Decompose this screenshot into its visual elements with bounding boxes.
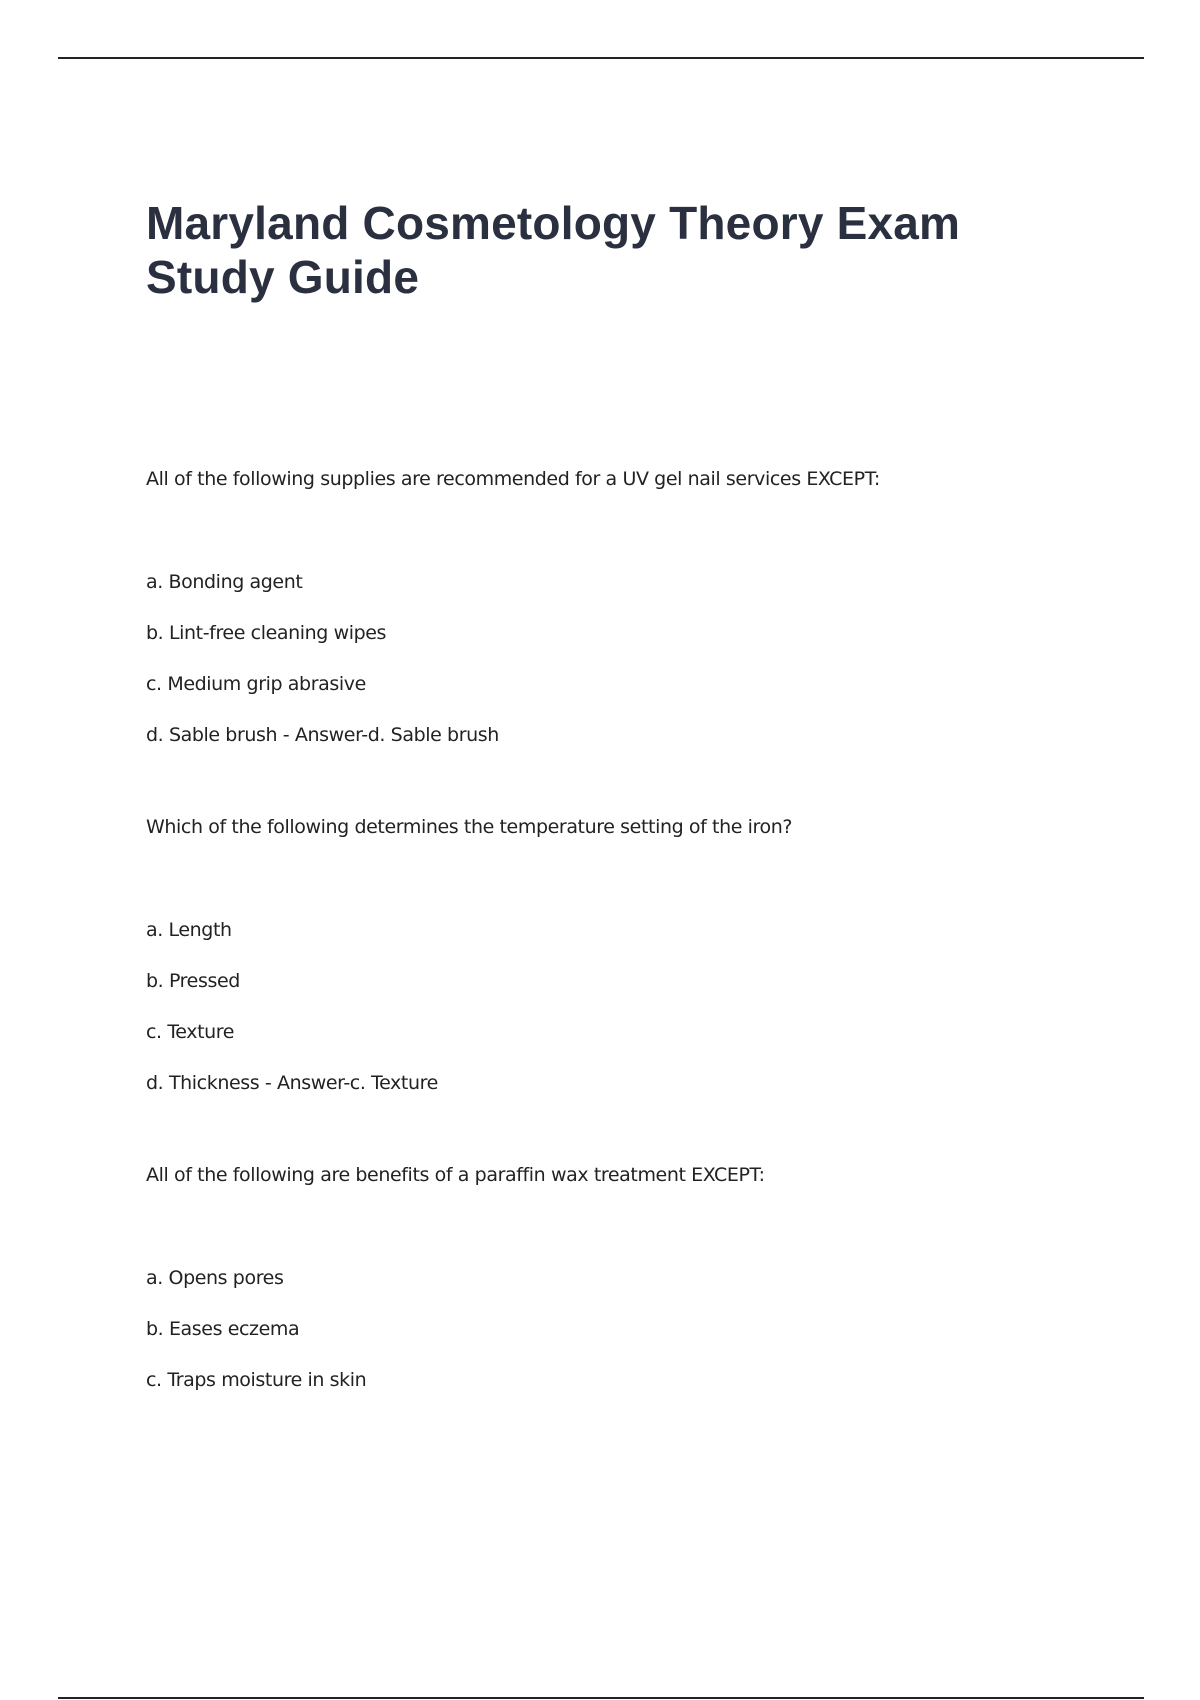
option-item-with-answer: d. Thickness - Answer-c. Texture	[146, 1072, 438, 1094]
option-item: a. Opens pores	[146, 1267, 284, 1289]
option-item: b. Lint-free cleaning wipes	[146, 622, 387, 644]
option-item: c. Traps moisture in skin	[146, 1369, 367, 1391]
option-item-with-answer: d. Sable brush - Answer-d. Sable brush	[146, 724, 499, 746]
option-item: b. Pressed	[146, 970, 240, 992]
option-item: c. Medium grip abrasive	[146, 673, 366, 695]
option-list	[146, 1265, 1076, 1393]
option-item: c. Texture	[146, 1021, 235, 1043]
question-3	[146, 1162, 1076, 1393]
question-list	[146, 466, 1076, 1393]
question-2	[146, 814, 1076, 1096]
option-item: a. Bonding agent	[146, 571, 303, 593]
question-1	[146, 466, 1076, 748]
page-content	[146, 196, 1076, 1459]
option-list	[146, 569, 1076, 748]
option-list	[146, 917, 1076, 1096]
question-text: All of the following are benefits of a paraffin wax treatment EXCEPT:	[146, 1164, 765, 1186]
top-rule	[58, 57, 1144, 59]
question-text: Which of the following determines the temperature setting of the iron?	[146, 816, 793, 838]
document-title: Maryland Cosmetology Theory Exam Study Guide	[146, 197, 961, 303]
question-text: All of the following supplies are recommended for a UV gel nail services EXCEPT:	[146, 468, 880, 490]
bottom-rule	[58, 1697, 1144, 1699]
option-item: a. Length	[146, 919, 232, 941]
option-item: b. Eases eczema	[146, 1318, 300, 1340]
